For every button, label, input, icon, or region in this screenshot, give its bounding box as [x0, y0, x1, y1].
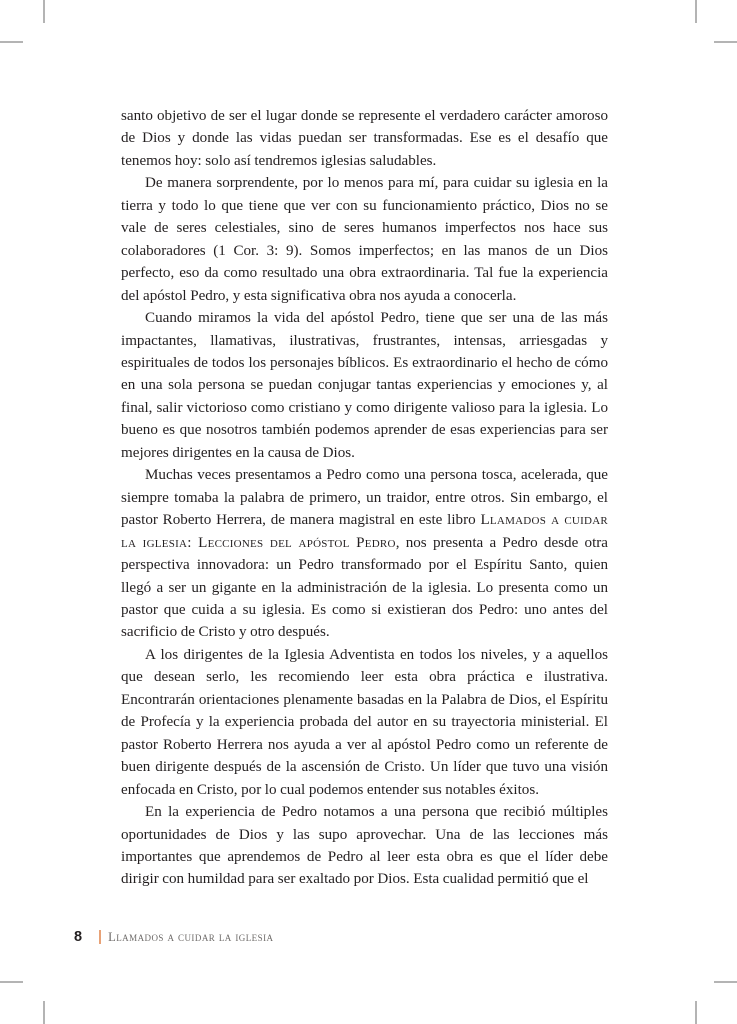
paragraph: Cuando miramos la vida del apóstol Pedro, tiene que ser una de las más impactantes, llamativas, ilustrativas, frustrantes, intensas, arriesgadas y espirituales de todos los personajes bíblicos. Es extraordinario el hecho de cómo en una sola persona se puedan conjugar tantas experiencias y emociones y, al final, salir victorioso como cristiano y como dirigente valioso para la iglesia. Lo bueno es que nosotros también podemos aprender de esas experiencias para ser mejores dirigentes en la causa de Dios.	[121, 310, 608, 461]
book-title-smallcaps: Llamados a cuidar la iglesia: Lecciones del apóstol Pedro	[121, 512, 608, 551]
paragraph: A los dirigentes de la Iglesia Adventista en todos los niveles, y a aquellos que desean serlo, les recomiendo leer esta obra práctica e ilustrativa. Encontrarán orientaciones plenamente basadas en la Palabra de Dios, el Espíritu de Profecía y la experiencia probada del autor en su trayectoria ministerial. El pastor Roberto Herrera nos ayuda a ver al apóstol Pedro como un referente de buen dirigente después de la ascensión de Cristo. Un líder que tuvo una visión enfocada en Cristo, por lo cual podemos entender sus notables éxitos.	[121, 646, 608, 798]
paragraph: santo objetivo de ser el lugar donde se represente el verdadero carácter amoroso de Dios y donde las vidas puedan ser transformadas. Ese es el desafío que tenemos hoy: solo así tendremos iglesias saludables.	[121, 108, 608, 169]
page-footer	[74, 927, 273, 947]
crop-mark-top-left-horizontal	[0, 41, 23, 43]
footer-accent-rule	[99, 930, 101, 944]
crop-mark-top-left-vertical	[43, 0, 45, 23]
running-title: Llamados a cuidar la iglesia	[108, 929, 274, 944]
page-number: 8	[74, 928, 83, 945]
crop-mark-bottom-right-horizontal	[714, 981, 737, 983]
crop-mark-top-right-vertical	[695, 0, 697, 23]
crop-mark-bottom-left-horizontal	[0, 981, 23, 983]
paragraph-segment-lead: Muchas veces presentamos a Pedro como una persona tosca, acelerada, que siempre tomaba la palabra de primero, un traidor, entre otros. Sin embargo, el pastor Roberto Herrera, de manera magistral en este libro	[121, 467, 608, 529]
paragraph: De manera sorprendente, por lo menos para mí, para cuidar su iglesia en la tierra y todo lo que tiene que ver con su funcionamiento práctico, Dios no se vale de seres celestiales, sino de seres humanos imperfectos nos hace sus colaboradores (1 Cor. 3: 9). Somos imperfectos; en las manos de un Dios perfecto, eso da como resultado una obra extraordinaria. Tal fue la experiencia del apóstol Pedro, y esta significativa obra nos ayuda a conocerla.	[121, 175, 608, 304]
paragraph-with-book-title	[121, 464, 608, 644]
body-text-column	[121, 105, 608, 891]
paragraph: En la experiencia de Pedro notamos a una persona que recibió múltiples oportunidades de Dios y las supo aprovechar. Una de las lecciones más importantes que aprendemos de Pedro al leer esta obra es que el líder debe dirigir con humildad para ser exaltado por Dios. Esta cualidad permitió que el	[121, 804, 608, 888]
crop-mark-top-right-horizontal	[714, 41, 737, 43]
crop-mark-bottom-right-vertical	[695, 1001, 697, 1024]
paragraph-segment-tail: , nos presenta a Pedro desde otra perspectiva innovadora: un Pedro transformado por el Espíritu Santo, quien llegó a ser un gigante en la administración de la iglesia. Lo presenta como un pastor que cuida a su iglesia. Es como si existieran dos Pedro: uno antes del sacrificio de Cristo y otro después.	[121, 534, 608, 641]
crop-mark-bottom-left-vertical	[43, 1001, 45, 1024]
